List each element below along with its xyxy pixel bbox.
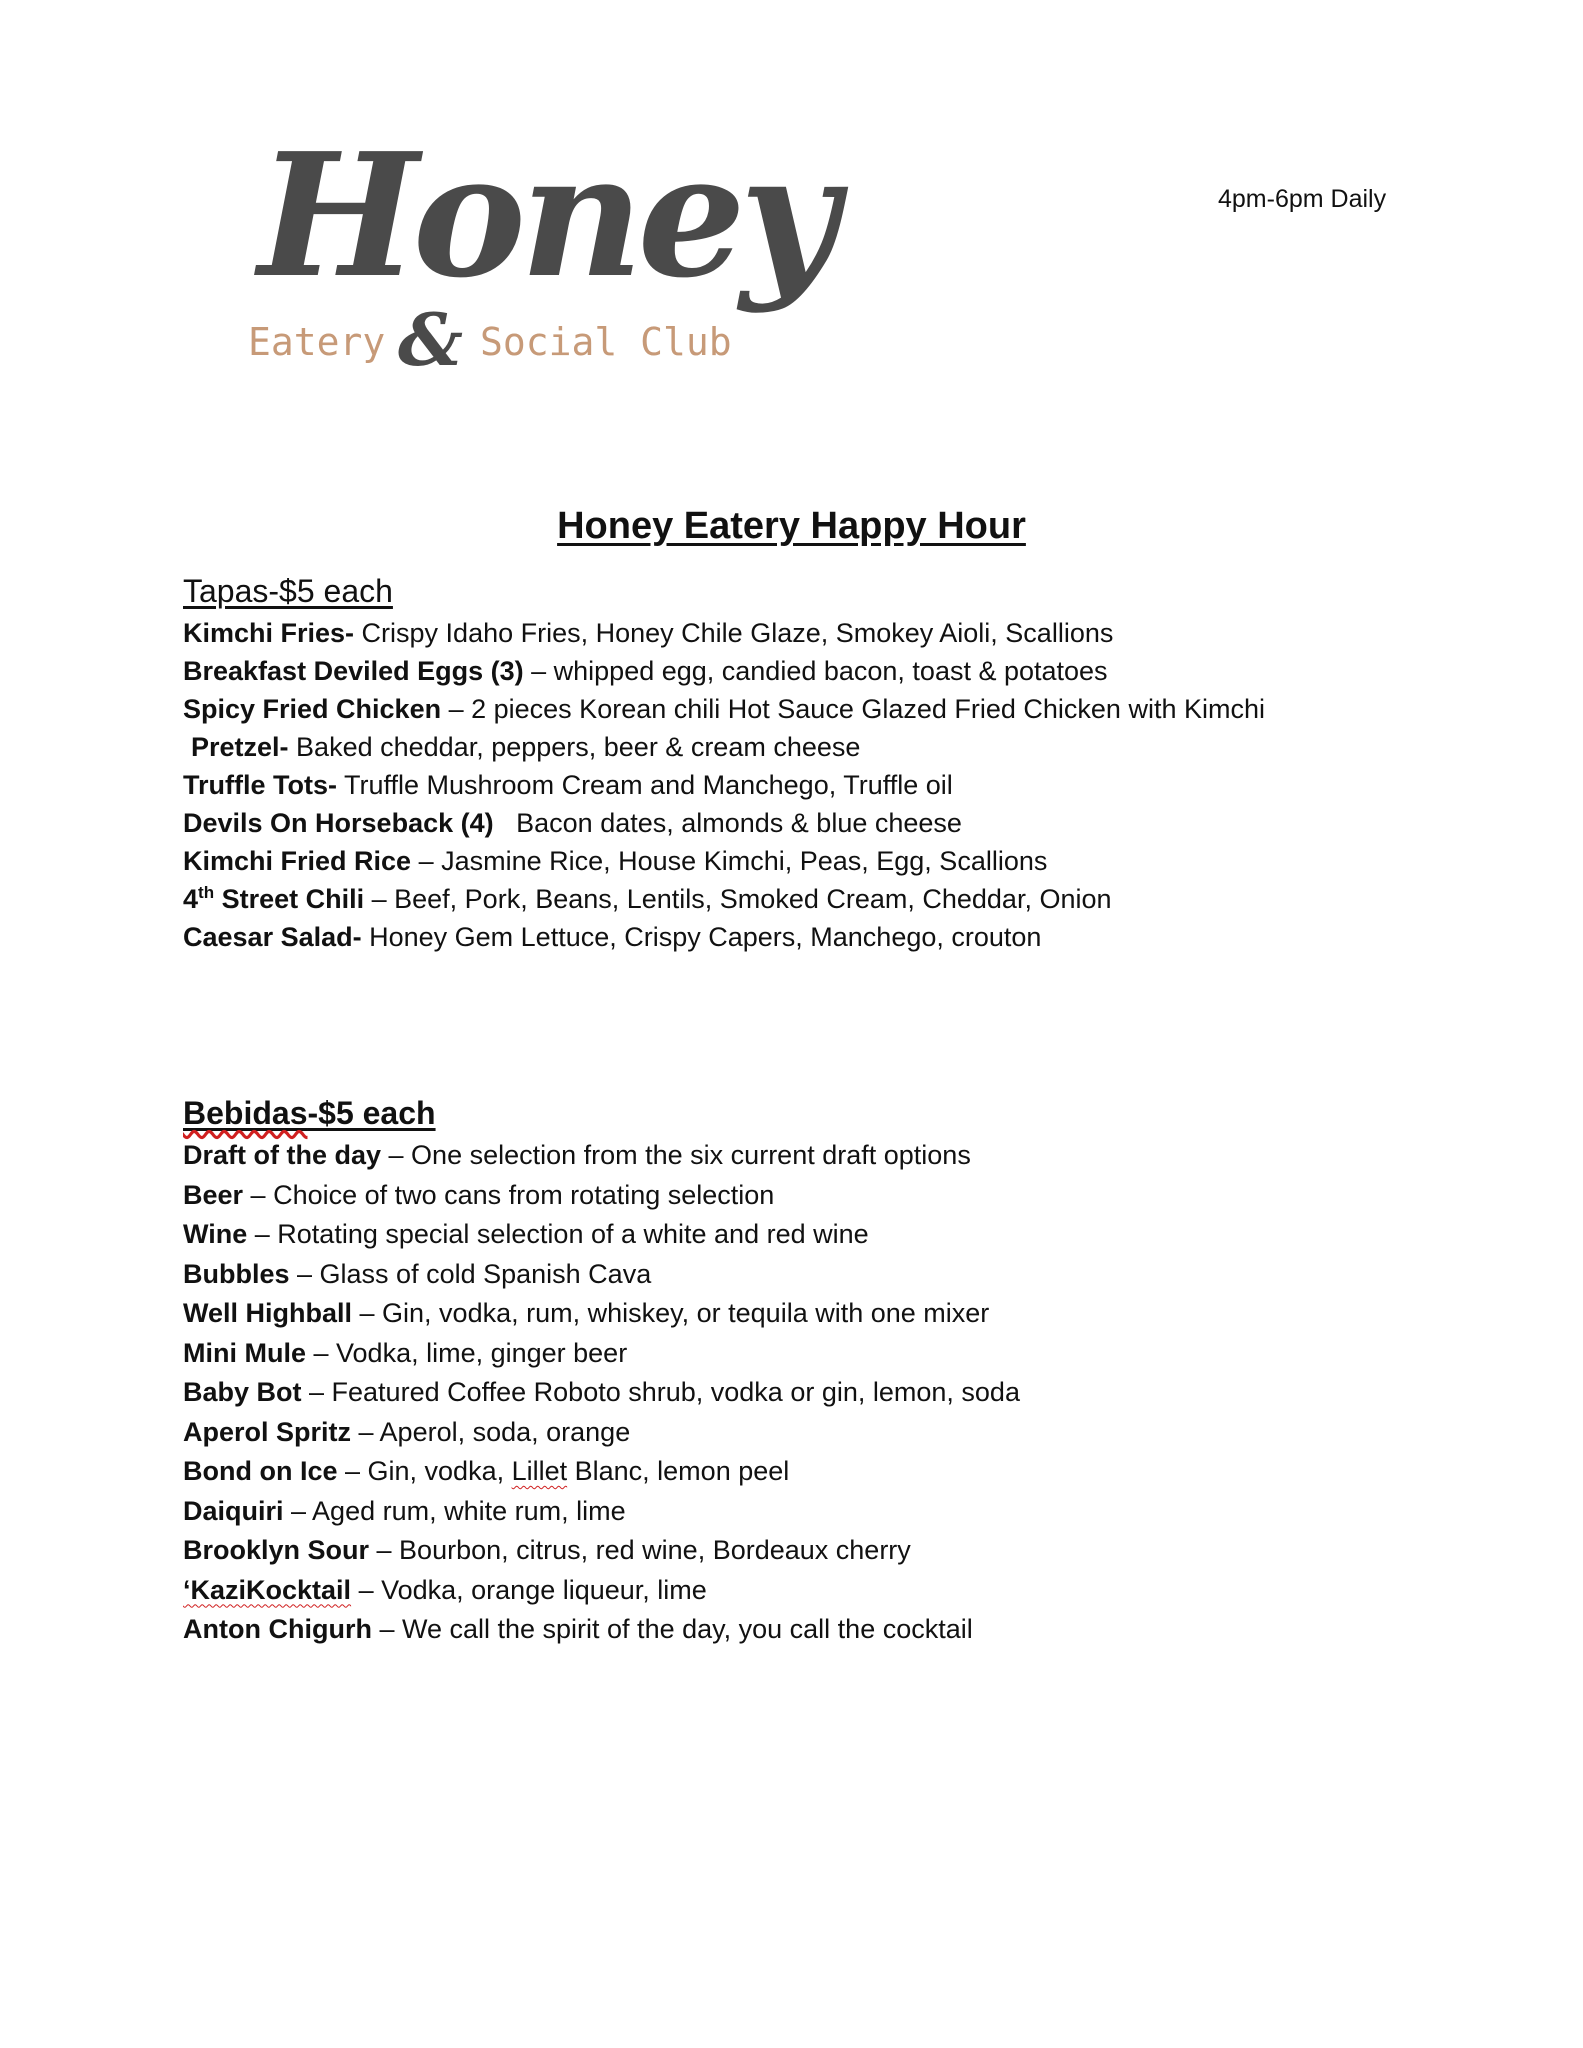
item-name: Brooklyn Sour (183, 1535, 370, 1565)
item-desc: Blanc, lemon peel (567, 1456, 790, 1486)
item-name: Well Highball (183, 1298, 353, 1328)
list-item (183, 766, 1383, 804)
logo-main-word: Honey (258, 116, 833, 316)
item-name: Aperol Spritz (183, 1416, 352, 1447)
bebidas-section (183, 1090, 1383, 1650)
item-desc: – Glass of cold Spanish Cava (289, 1258, 652, 1289)
page-title: Honey Eatery Happy Hour (557, 505, 1026, 547)
item-name: Devils On Horseback (4) (183, 808, 494, 838)
bebidas-heading-word: Bebidas (183, 1095, 308, 1131)
list-item (183, 1531, 1383, 1571)
list-item (183, 1452, 1383, 1492)
hours-text: 4pm-6pm Daily (1218, 185, 1387, 213)
item-name: Bubbles (183, 1258, 290, 1289)
item-name: Street Chili (214, 884, 365, 914)
list-item (183, 1255, 1383, 1295)
item-name-suffix: th (198, 883, 215, 902)
tapas-heading: Tapas-$5 each (183, 573, 393, 609)
item-desc: – Bourbon, citrus, red wine, Bordeaux cherry (369, 1535, 911, 1565)
item-desc: – Jasmine Rice, House Kimchi, Peas, Egg, Scallions (411, 846, 1048, 876)
item-name: Baby Bot (183, 1377, 302, 1407)
list-item (183, 1176, 1383, 1216)
item-name: Truffle Tots- (183, 770, 337, 800)
item-desc: – Beef, Pork, Beans, Lentils, Smoked Cream, Cheddar, Onion (364, 884, 1112, 914)
item-name: Wine (183, 1219, 248, 1249)
item-name: Caesar Salad- (183, 922, 362, 952)
item-desc: – whipped egg, candied bacon, toast & potatoes (523, 656, 1108, 686)
item-name: Pretzel- (191, 732, 289, 762)
item-desc: – Gin, vodka, (337, 1456, 512, 1486)
list-item (183, 614, 1383, 652)
bebidas-list (183, 1136, 1383, 1650)
item-desc: – Rotating special selection of a white and red wine (247, 1219, 869, 1249)
list-item (183, 1294, 1383, 1334)
list-item (183, 1413, 1383, 1453)
tapas-section (183, 568, 1383, 956)
list-item (183, 1373, 1383, 1413)
item-desc: – We call the spirit of the day, you call the cocktail (371, 1614, 973, 1644)
list-item (183, 690, 1383, 728)
tapas-list (183, 614, 1383, 956)
item-desc: – Vodka, orange liqueur, lime (351, 1574, 707, 1605)
list-item (183, 1610, 1383, 1650)
bebidas-heading (183, 1090, 1383, 1136)
list-item (183, 728, 1383, 766)
item-name: Beer (183, 1179, 244, 1210)
item-name: Bond on Ice (183, 1456, 338, 1486)
item-desc: – Aperol, soda, orange (351, 1416, 631, 1447)
item-name: Daiquiri (183, 1495, 284, 1526)
logo-ampersand: & (398, 297, 464, 382)
list-item (183, 1136, 1383, 1176)
item-name: Spicy Fried Chicken (183, 694, 442, 724)
item-name: Kimchi Fried Rice (183, 846, 412, 876)
item-desc: – Featured Coffee Roboto shrub, vodka or gin, lemon, soda (301, 1377, 1020, 1407)
item-desc: Honey Gem Lettuce, Crispy Capers, Manchego, crouton (361, 922, 1042, 952)
item-name: Kimchi Fries- (183, 618, 355, 648)
list-item (183, 880, 1383, 918)
list-item (183, 1334, 1383, 1374)
list-item (183, 842, 1383, 880)
logo-subtitle-left: Eatery (248, 320, 386, 364)
restaurant-logo (248, 95, 833, 395)
list-item (183, 652, 1383, 690)
item-desc: Crispy Idaho Fries, Honey Chile Glaze, Smokey Aioli, Scallions (354, 618, 1114, 648)
item-desc: – Gin, vodka, rum, whiskey, or tequila with one mixer (352, 1298, 990, 1328)
item-name: Breakfast Deviled Eggs (3) (183, 656, 524, 686)
item-desc: – Aged rum, white rum, lime (283, 1495, 626, 1526)
item-desc: – One selection from the six current draft options (381, 1140, 971, 1170)
item-name-number: 4 (183, 884, 199, 914)
item-desc: Truffle Mushroom Cream and Manchego, Truffle oil (336, 770, 953, 800)
item-desc: – Choice of two cans from rotating selection (243, 1179, 775, 1210)
item-desc: – 2 pieces Korean chili Hot Sauce Glazed Fried Chicken with Kimchi (441, 694, 1265, 724)
item-name: Draft of the day (183, 1140, 382, 1170)
list-item (183, 1571, 1383, 1611)
list-item (183, 1492, 1383, 1532)
item-name: Anton Chigurh (183, 1614, 372, 1644)
item-name: ‘KaziKocktail (183, 1574, 352, 1605)
bebidas-heading-rest: -$5 each (307, 1095, 436, 1131)
list-item (183, 1215, 1383, 1255)
list-item (183, 918, 1383, 956)
item-desc: – Vodka, lime, ginger beer (306, 1337, 628, 1368)
list-item (183, 804, 1383, 842)
item-desc: Baked cheddar, peppers, beer & cream cheese (288, 732, 861, 762)
item-desc-flagged-word: Lillet (511, 1456, 568, 1486)
logo-subtitle-right: Social Club (480, 320, 732, 364)
item-desc: Bacon dates, almonds & blue cheese (493, 808, 962, 838)
item-name: Mini Mule (183, 1337, 306, 1368)
